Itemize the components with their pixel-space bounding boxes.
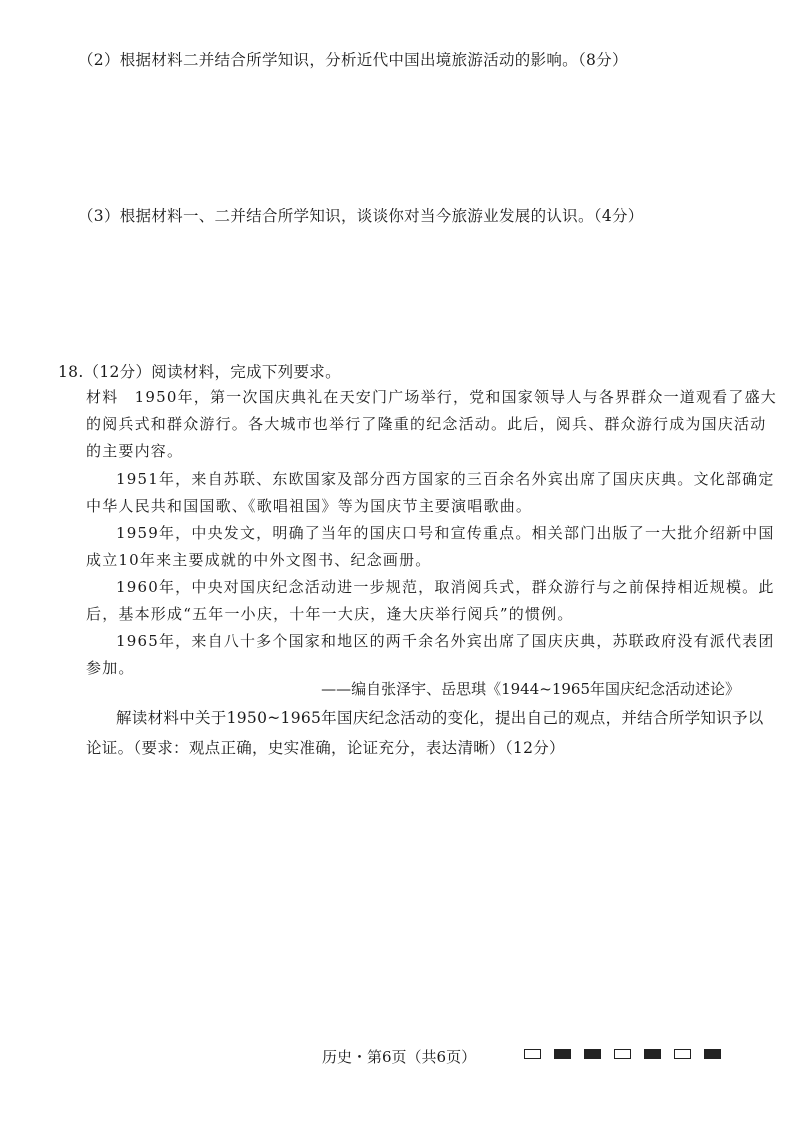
task-line-2: 论证。（要求：观点正确，史实准确，论证充分，表达清晰）（12分）	[86, 739, 565, 757]
material-line-8: 1960年，中央对国庆纪念活动进一步规范，取消阅兵式，群众游行与之前保持相近规模。此	[116, 578, 775, 596]
material-line-6: 1959年，中央发文，明确了当年的国庆口号和宣传重点。相关部门出版了一大批介绍新中国	[116, 524, 775, 542]
material-source: ——编自张泽宇、岳思琪《1944~1965年国庆纪念活动述论》	[321, 680, 740, 698]
material-line-7: 成立10年来主要成就的中外文图书、纪念画册。	[86, 551, 432, 569]
material-line-4: 1951年，来自苏联、东欧国家及部分西方国家的三百余名外宾出席了国庆庆典。文化部确定	[116, 470, 775, 488]
task-line-1: 解读材料中关于1950~1965年国庆纪念活动的变化，提出自己的观点，并结合所学知识予以	[116, 709, 764, 727]
material-line-2: 的阅兵式和群众游行。各大城市也举行了隆重的纪念活动。此后，阅兵、群众游行成为国庆活动	[86, 415, 767, 433]
alignment-marks	[524, 1049, 721, 1059]
footer-mark-hollow	[614, 1049, 631, 1059]
question-18-header: 18.（12分）阅读材料，完成下列要求。	[58, 363, 341, 381]
footer-mark-filled	[644, 1049, 661, 1059]
page-footer: 历史・第6页（共6页）	[322, 1048, 477, 1066]
footer-mark-filled	[554, 1049, 571, 1059]
question-3: （3）根据材料一、二并结合所学知识，谈谈你对当今旅游业发展的认识。（4分）	[78, 207, 644, 225]
footer-mark-hollow	[524, 1049, 541, 1059]
material-line-3: 的主要内容。	[86, 442, 184, 460]
footer-mark-hollow	[674, 1049, 691, 1059]
material-line-11: 参加。	[86, 659, 135, 677]
footer-mark-filled	[584, 1049, 601, 1059]
footer-mark-filled	[704, 1049, 721, 1059]
material-line-10: 1965年，来自八十多个国家和地区的两千余名外宾出席了国庆庆典，苏联政府没有派代表团	[116, 632, 775, 650]
material-line-9: 后，基本形成“五年一小庆，十年一大庆，逢大庆举行阅兵”的惯例。	[86, 605, 574, 623]
material-line-5: 中华人民共和国国歌、《歌唱祖国》等为国庆节主要演唱歌曲。	[86, 497, 533, 515]
material-line-1: 材料 1950年，第一次国庆典礼在天安门广场举行，党和国家领导人与各界群众一道观看了盛大	[86, 388, 777, 406]
question-2: （2）根据材料二并结合所学知识，分析近代中国出境旅游活动的影响。（8分）	[78, 51, 628, 69]
